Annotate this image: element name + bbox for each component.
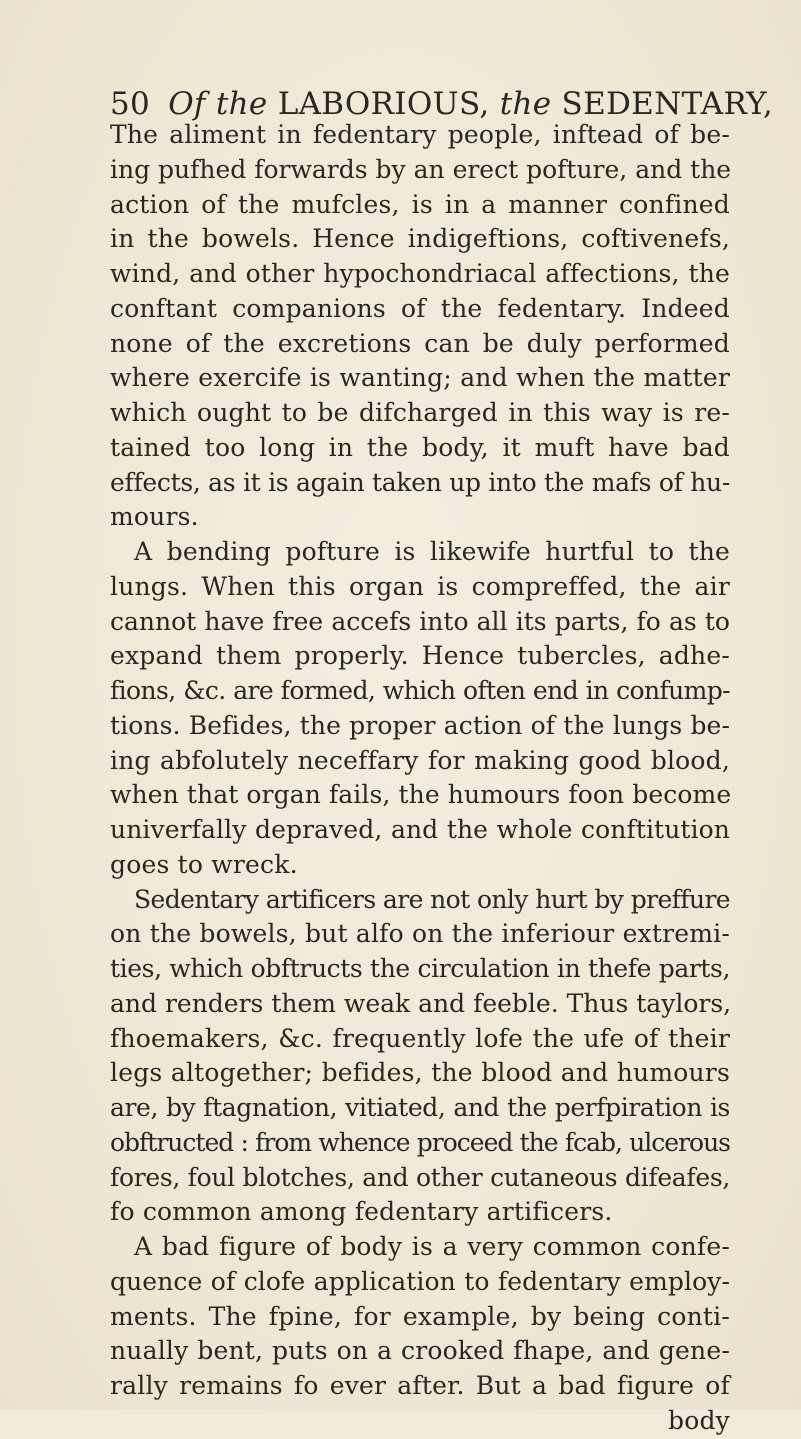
text-line: none of the excretions can be duly performed [110, 328, 730, 358]
text-line: on the bowels, but alfo on the inferiour extremi- [110, 919, 730, 949]
text-line: Sedentary artificers are not only hurt by preffure [134, 884, 730, 914]
text-line: The aliment in fedentary people, inftead of be- [110, 120, 730, 149]
text-line: quence of clofe application to fedentary employ- [110, 1266, 730, 1296]
text-line: tions. Befides, the proper action of the lungs be- [110, 710, 730, 740]
text-line: where exercife is wanting; and when the matter [110, 363, 730, 393]
text-line: obftructed : from whence proceed the fcab, ulcerous [110, 1127, 730, 1157]
text-line: cannot have free accefs into all its parts, fo as to [110, 606, 730, 636]
text-line: A bending pofture is likewife hurtful to the [134, 537, 730, 566]
text-line: conftant companions of the fedentary. Indeed [110, 293, 730, 323]
text-line: action of the mufcles, is in a manner confined [110, 189, 730, 219]
text-line: fhoemakers, &c. frequently lofe the ufe of their [110, 1023, 730, 1053]
header-laborious: LABORIOUS, [277, 86, 490, 122]
text-line: ties, which obftructs the circulation in thefe parts, [110, 954, 730, 983]
text-line: ing abfolutely neceffary for making good blood, [110, 745, 730, 775]
text-line: fores, foul blotches, and other cutaneous difeafes, [110, 1162, 731, 1192]
text-line: goes to wreck. [110, 849, 298, 879]
catchword: body [668, 1405, 730, 1435]
text-line: A bad figure of body is a very common confe- [134, 1232, 730, 1261]
header-sedentary: SEDENTARY, [561, 86, 774, 122]
text-line: are, by ftagnation, vitiated, and the perfpiration is [110, 1093, 730, 1122]
text-line: wind, and other hypochondriacal affections, the [110, 259, 730, 288]
text-line: tained too long in the body, it muft have bad [110, 432, 730, 462]
page-number: 50 [110, 86, 151, 122]
text-line: legs altogether; befides, the blood and humours [110, 1058, 730, 1088]
text-line: which ought to be difcharged in this way is re- [110, 398, 730, 427]
header-the-2: the [499, 86, 552, 122]
text-line: univerfally depraved, and the whole conftitution [110, 815, 730, 844]
text-line: and renders them weak and feeble. Thus taylors, [110, 988, 732, 1018]
text-line: effects, as it is again taken up into the mafs of hu- [110, 467, 730, 497]
text-line: nually bent, puts on a crooked fhape, and gene- [110, 1336, 730, 1366]
text-line: mours. [110, 502, 199, 532]
text-line: when that organ fails, the humours foon become [110, 780, 732, 810]
text-line: ments. The fpine, for example, by being conti- [110, 1301, 730, 1331]
body-text [110, 118, 730, 1439]
text-line: ing pufhed forwards by an erect pofture, and the [110, 154, 732, 184]
text-line: in the bowels. Hence indigeftions, coftivenefs, [110, 224, 730, 254]
text-line: rally remains fo ever after. But a bad figure of [110, 1371, 730, 1400]
text-line: fo common among fedentary artificers. [110, 1197, 613, 1227]
text-line: lungs. When this organ is compreffed, the air [110, 571, 730, 601]
text-line: expand them properly. Hence tubercles, adhe- [110, 641, 730, 671]
header-the: the [215, 86, 268, 122]
header-of: Of [168, 86, 206, 122]
text-line: fions, &c. are formed, which often end in confump- [110, 676, 730, 705]
